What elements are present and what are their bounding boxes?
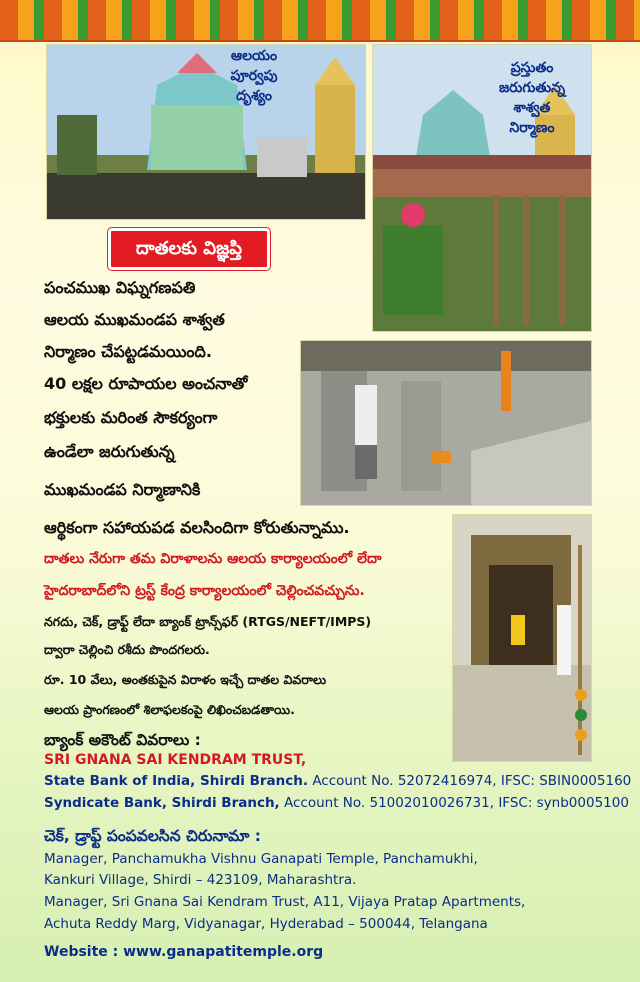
address-line: Achuta Reddy Marg, Vidyanagar, Hyderabad – 500044, Telangana: [44, 916, 488, 932]
appeal-line: 40 లక్షల రూపాయల అంచనాతో: [44, 374, 248, 393]
red-note-line: హైదరాబాద్‌లోని ట్రస్ట్ కేంద్ర కార్యాలయంలో చెల్లించవచ్చును.: [44, 583, 365, 599]
appeal-line: పంచముఖ విఘ్నగణపతి: [44, 278, 196, 297]
payment-line: ద్వారా చెల్లించి రశీదు పొందగలరు.: [44, 642, 210, 657]
address-line: Kankuri Village, Shirdi – 423109, Maharashtra.: [44, 872, 357, 888]
appeal-line: ఉండేలా జరుగుతున్న: [44, 442, 175, 461]
shrine-photo: [452, 514, 592, 762]
bank-name: State Bank of India, Shirdi Branch.: [44, 773, 309, 789]
donor-line: ఆలయ ప్రాంగణంలో శిలాఫలకంపై లిఖించబడతాయి.: [44, 702, 295, 717]
account-detail: Account No. 52072416974, IFSC: SBIN0005160: [312, 773, 632, 789]
pillars-photo: [300, 340, 592, 506]
current-caption: ప్రస్తుతం జరుగుతున్న శాశ్వత నిర్మాణం: [498, 60, 566, 136]
appeal-line: నిర్మాణం చేపట్టడమయింది.: [44, 342, 212, 361]
bank-heading: బ్యాంక్ అకౌంట్ వివరాలు :: [44, 731, 201, 749]
flower-garland: [0, 0, 640, 42]
trust-name: SRI GNANA SAI KENDRAM TRUST,: [44, 752, 307, 768]
appeal-line: భక్తులకు మరింత సౌకర్యంగా: [44, 408, 218, 427]
red-note-line: దాతలు నేరుగా తమ విరాళాలను ఆలయ కార్యాలయంలో లేదా: [44, 551, 382, 567]
appeal-line: ఆర్థికంగా సహాయపడ వలసిందిగా కోరుతున్నాము.: [44, 518, 350, 537]
appeal-line: ఆలయ ముఖమండప శాశ్వత: [44, 310, 225, 329]
address-heading: చెక్, డ్రాఫ్ట్ పంపవలసిన చిరునామా :: [44, 827, 261, 845]
website-link[interactable]: Website : www.ganapatitemple.org: [44, 944, 324, 960]
bank-account-syndicate: [44, 795, 629, 811]
donor-line: రూ. 10 వేలు, అంతకుపైన విరాళం ఇచ్చే దాతల వివరాలు: [44, 672, 327, 687]
address-line: Manager, Sri Gnana Sai Kendram Trust, A11, Vijaya Pratap Apartments,: [44, 894, 526, 910]
account-detail: Account No. 51002010026731, IFSC: synb0005100: [283, 795, 629, 811]
appeal-line: ముఖమండప నిర్మాణానికి: [44, 480, 201, 499]
address-line: Manager, Panchamukha Vishnu Ganapati Temple, Panchamukhi,: [44, 851, 478, 867]
bank-name: Syndicate Bank, Shirdi Branch,: [44, 795, 280, 811]
old-view-caption: ఆలయం పూర్వపు దృశ్యం: [230, 48, 278, 104]
bank-account-sbi: [44, 773, 631, 789]
old-temple-photo: [46, 44, 366, 220]
payment-line: నగదు, చెక్, డ్రాఫ్ట్ లేదా బ్యాంక్ ట్రాన్స్‌ఫర్ (RTGS/NEFT/IMPS): [44, 614, 372, 629]
appeal-banner: దాతలకు విజ్ఞప్తి: [108, 228, 270, 270]
